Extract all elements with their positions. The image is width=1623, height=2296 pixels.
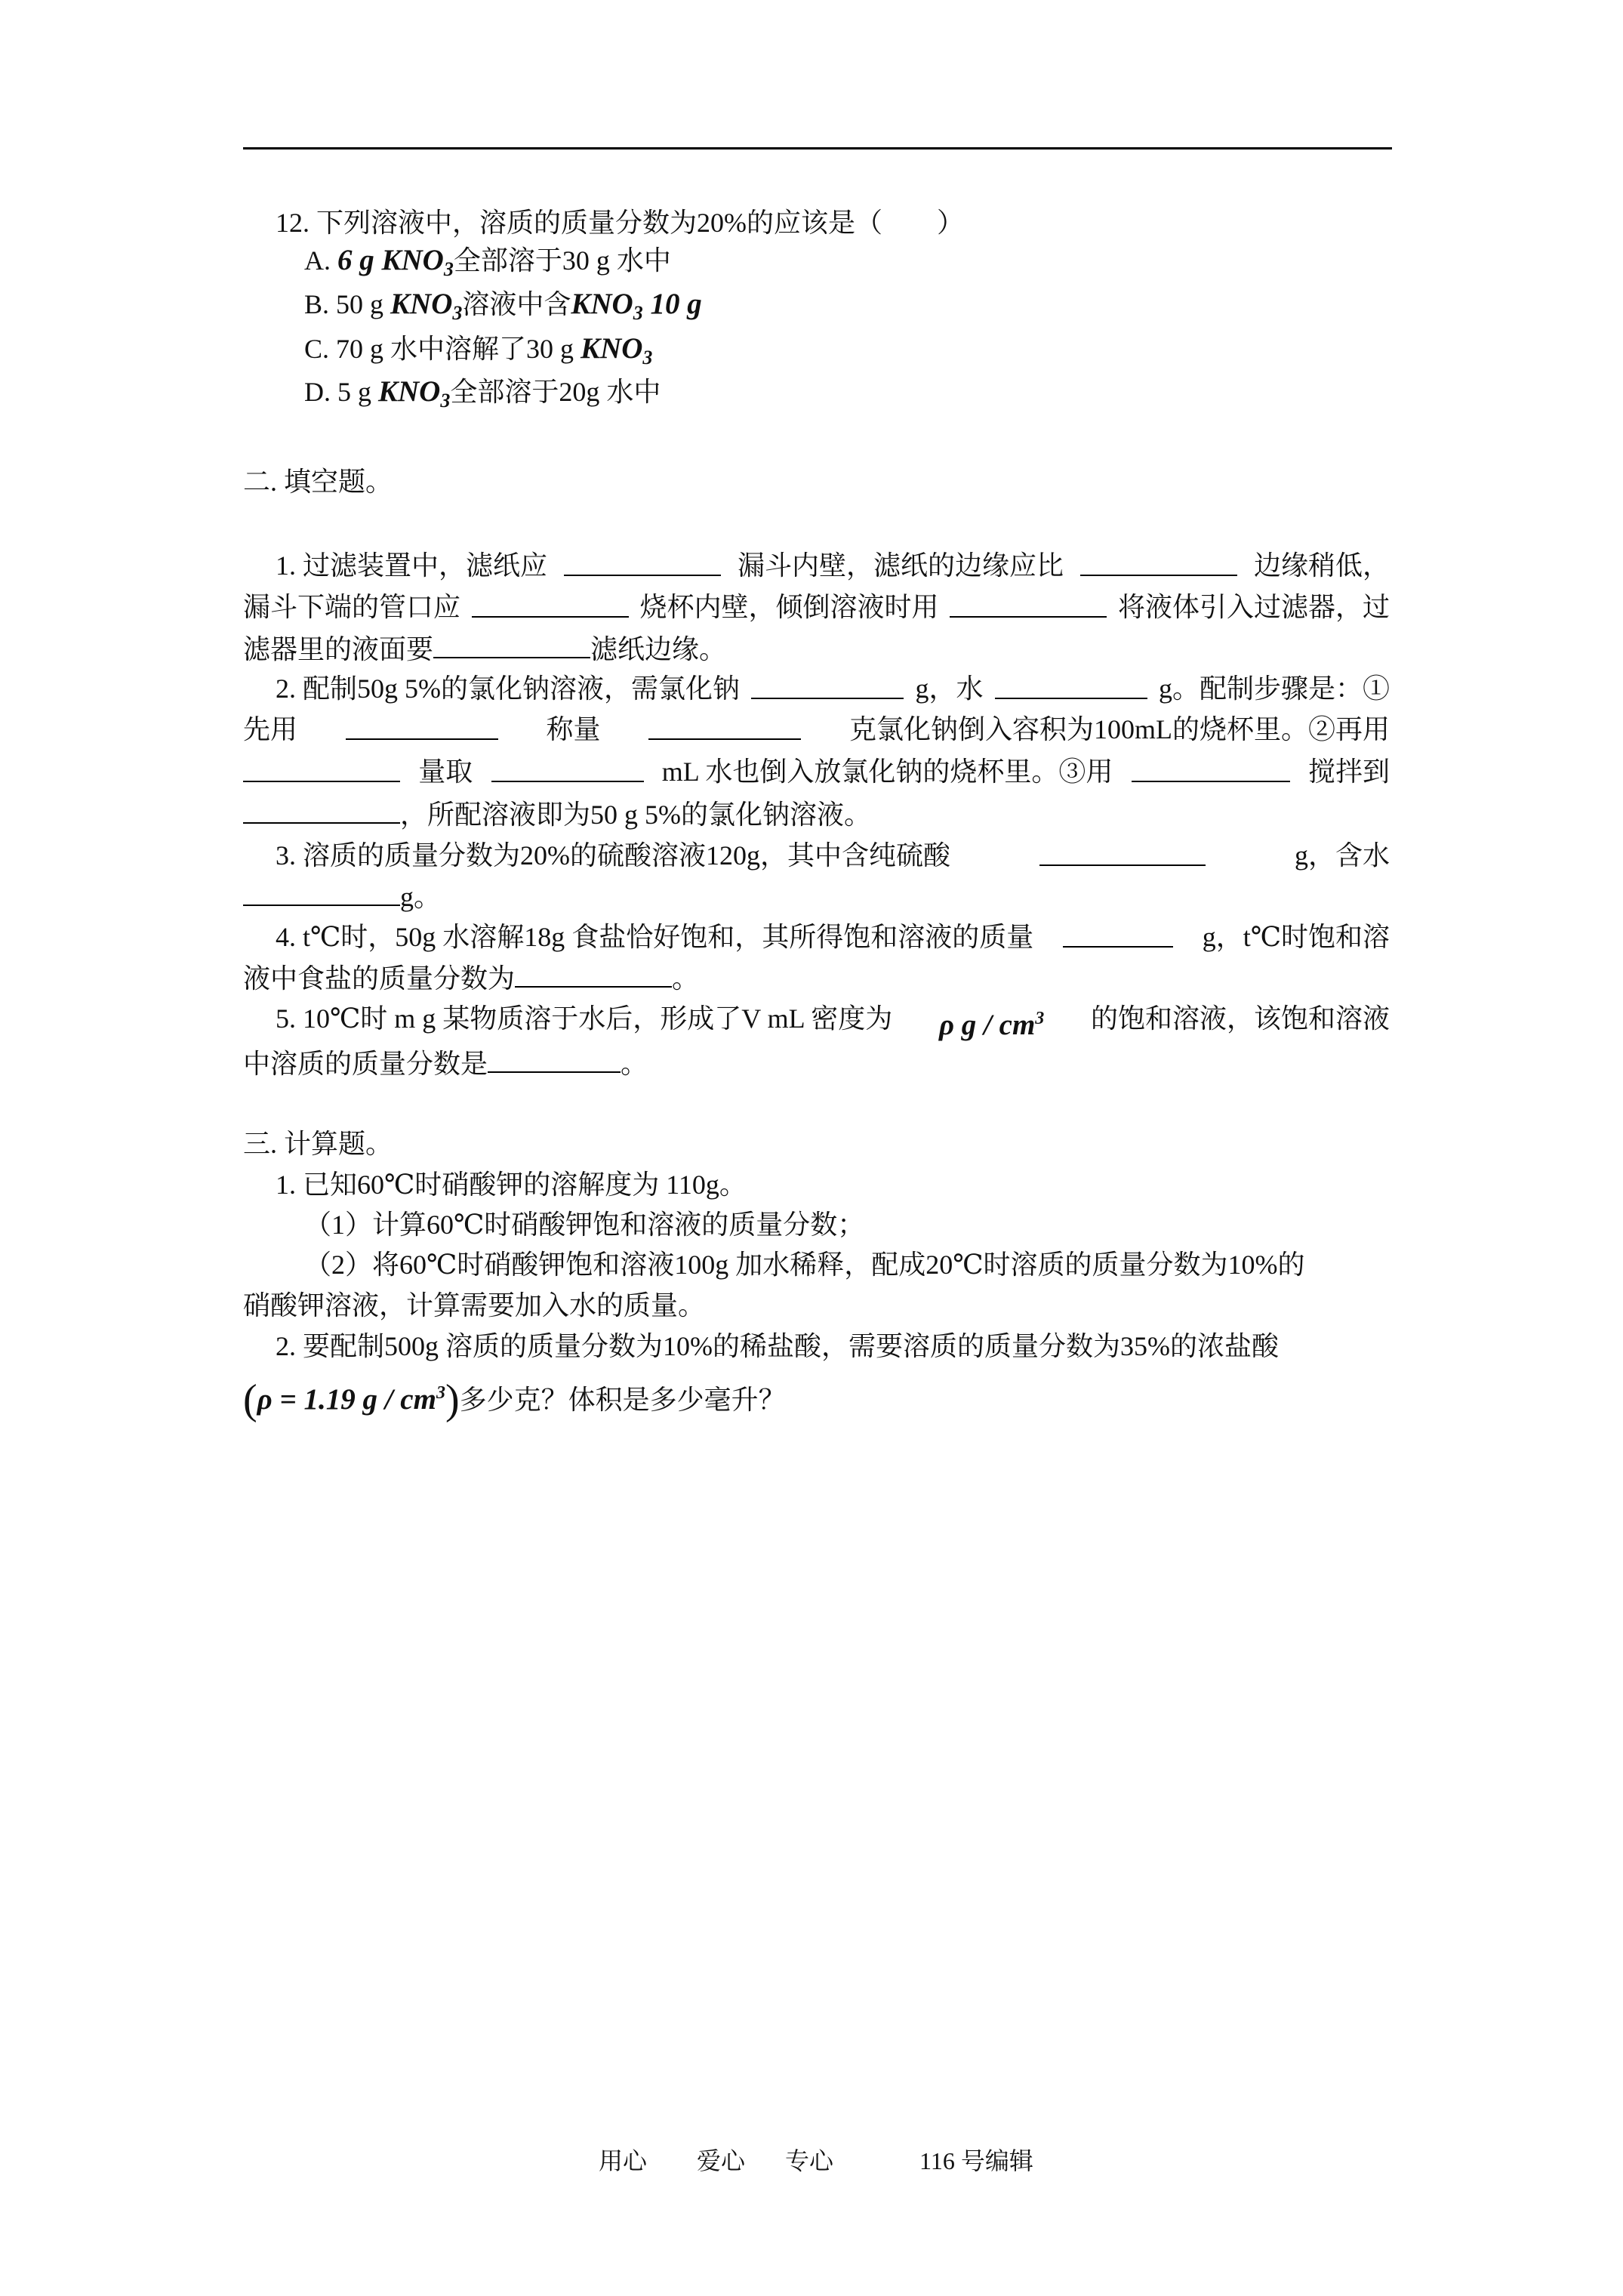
footer-text-1: 用心: [599, 2147, 648, 2174]
option-a-text: 全部溶于30 g 水中: [453, 245, 671, 276]
formula-kno3: $KNO_3$: [581, 332, 653, 368]
fill-q4-line2: 液中食盐的质量分数为 。: [243, 960, 699, 995]
footer-text-3: 专心: [785, 2147, 834, 2174]
answer-blank[interactable]: [491, 755, 644, 782]
formula-10g: 10 g: [642, 288, 702, 320]
answer-blank[interactable]: [488, 1046, 621, 1073]
answer-blank[interactable]: [1080, 549, 1237, 576]
calc-q1-line2: （1）计算60℃时硝酸钾饱和溶液的质量分数；: [304, 1210, 865, 1240]
calc-q1-line1: 1. 已知60℃时硝酸钾的溶解度为 110g。: [276, 1170, 747, 1200]
answer-blank[interactable]: [995, 672, 1147, 699]
option-d-label: D. 5 g: [304, 377, 378, 407]
fill-q2-line2: 先用 称量 克氯化钠倒入容积为100mL的烧杯里。②再用: [243, 714, 1390, 744]
option-c-text: C. 70 g 水中溶解了30 g: [304, 334, 581, 364]
answer-blank[interactable]: [515, 960, 672, 988]
footer-text-2: 爱心: [697, 2147, 746, 2174]
answer-blank[interactable]: [1132, 755, 1290, 782]
formula-6g: 6 g: [337, 244, 382, 276]
answer-blank[interactable]: [751, 672, 904, 699]
answer-blank[interactable]: [950, 590, 1107, 618]
calc-q1-line3: （2）将60℃时硝酸钾饱和溶液100g 加水稀释，配成20℃时溶质的质量分数为10%的: [304, 1250, 1305, 1280]
fill-q5-line2: 中溶质的质量分数是 。: [243, 1046, 648, 1080]
answer-blank[interactable]: [564, 549, 721, 576]
q12-option-c: [304, 332, 652, 374]
fill-q1-line2: 漏斗下端的管口应 烧杯内壁，倾倒溶液时用 将液体引入过滤器，过: [243, 592, 1390, 622]
formula-kno3: $KNO_3$: [378, 375, 451, 411]
fill-q1-line3: 滤器里的液面要 滤纸边缘。: [243, 631, 726, 666]
answer-blank[interactable]: [243, 755, 400, 782]
calc-q2-line1: 2. 要配制500g 溶质的质量分数为10%的稀盐酸，需要溶质的质量分数为35%的浓盐酸: [276, 1331, 1279, 1361]
answer-blank[interactable]: [1063, 920, 1173, 948]
formula-density-value: ρ = 1.19 g / $cm^3$: [257, 1383, 445, 1416]
answer-blank[interactable]: [472, 590, 629, 618]
formula-kno3: $KNO_3$: [390, 288, 463, 324]
fill-q4-line1: 4. t℃时，50g 水溶解18g 食盐恰好饱和，其所得饱和溶液的质量 g，t℃时饱和溶: [276, 922, 1390, 952]
section-heading-calc: 三. 计算题。: [243, 1129, 393, 1159]
fill-q2-line3: 量取 mL 水也倒入放氯化钠的烧杯里。③用 搅拌到: [243, 755, 1390, 788]
option-b-label: B. 50 g: [304, 289, 391, 319]
fill-q1-line1: 1. 过滤装置中，滤纸应 漏斗内壁，滤纸的边缘应比 边缘稍低，: [276, 550, 1390, 581]
answer-blank[interactable]: [243, 797, 400, 824]
formula-kno3: $KNO_3$: [571, 288, 643, 324]
q12-option-d: [304, 375, 661, 418]
paren-close: ): [445, 1376, 460, 1423]
paren-open: (: [243, 1376, 257, 1423]
answer-blank[interactable]: [433, 631, 590, 658]
fill-q2-line1: 2. 配制50g 5%的氯化钠溶液，需氯化钠 g，水 g。配制步骤是：①: [276, 673, 1390, 704]
header-rule: [243, 147, 1392, 149]
option-a-label: A.: [304, 245, 337, 276]
option-b-text: 溶液中含: [462, 289, 571, 319]
section-heading-fill: 二. 填空题。: [243, 467, 393, 497]
answer-blank[interactable]: [243, 879, 400, 906]
fill-q3-line2: g。: [243, 879, 441, 914]
fill-q3-line1: 3. 溶质的质量分数为20%的硫酸溶液120g，其中含纯硫酸 g，含水: [276, 840, 1390, 871]
answer-blank[interactable]: [1039, 839, 1206, 866]
answer-blank[interactable]: [346, 713, 498, 740]
answer-blank[interactable]: [648, 713, 801, 740]
option-d-text: 全部溶于20g 水中: [450, 377, 661, 407]
q12-stem: 12. 下列溶液中，溶质的质量分数为20%的应该是（ ）: [276, 208, 964, 238]
formula-kno3: $KNO_3$: [381, 244, 454, 280]
fill-q2-line4: ，所配溶液即为50 g 5%的氯化钠溶液。: [243, 797, 871, 831]
formula-density: ρ g / $cm^3$: [938, 1009, 1045, 1041]
fill-q5-line1: 5. 10℃时 m g 某物质溶于水后，形成了V mL 密度为 ρ g / $cm^3$ 的饱和溶液，该饱和溶液: [276, 1003, 1390, 1041]
calc-q2-line2: (ρ = 1.19 g / $cm^3$)多少克？体积是多少毫升？: [243, 1376, 786, 1423]
q12-option-b: [304, 288, 702, 330]
calc-q1-line4: 硝酸钾溶液，计算需要加入水的质量。: [243, 1290, 706, 1321]
footer-editor: 116 号编辑: [919, 2147, 1033, 2174]
q12-option-a: [304, 244, 671, 286]
